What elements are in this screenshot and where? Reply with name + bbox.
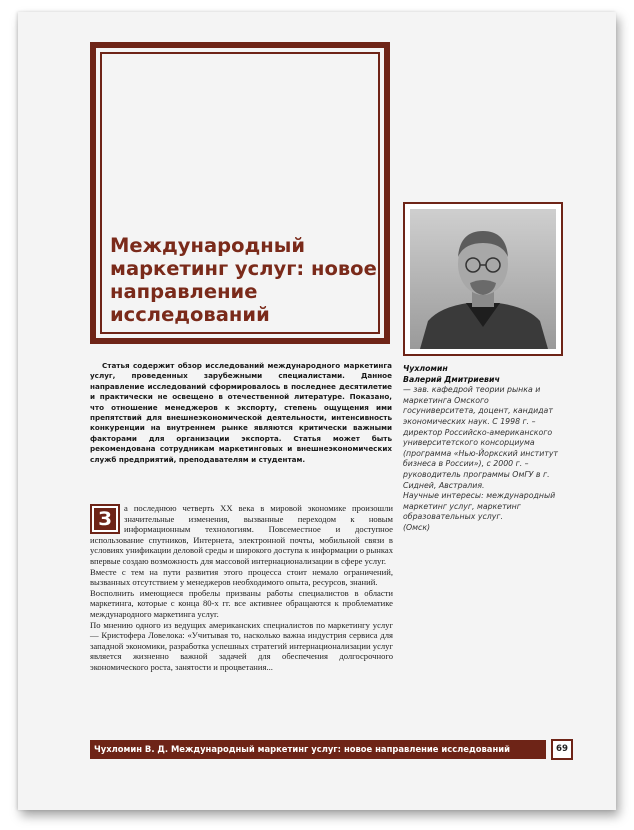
drop-cap-letter: З (94, 508, 116, 530)
article-abstract: Статья содержит обзор исследований международного маркетинга услуг, проведенных зарубежными специалистами. Данное направление исследований сформировалось в последнее десятилетие и практически не освещено в отечественной литературе. Показано, что отношение менеджеров к экспорту, степень ощущения ими препятствий для внешнеэкономической деятельности, интенсивность конкуренции на внутреннем рынке являются критически важными факторами для организации экспорта. Статья может быть рекомендована сотрудникам маркетинговых и внешнеэкономических служб предприятий, преподавателям и студентам. (90, 361, 392, 464)
article-title: Международный маркетинг услуг: новое направление исследований (110, 234, 377, 326)
author-info (403, 364, 558, 534)
body-paragraph: По мнению одного из ведущих американских специалистов по маркетингу услуг — Кристофера Ловелока: «Учитывая то, насколько важна индустрия сервиса для западной экономики, разработка успешных стратегий интернационализации услуг является жизненно важной задачей для обеспечения долгосрочного экономического роста, занятости и процветания... (90, 619, 393, 672)
author-photo (410, 209, 556, 349)
drop-cap (90, 504, 120, 534)
journal-page (18, 12, 616, 810)
author-given-name: Валерий Дмитриевич (403, 374, 500, 384)
body-paragraph: а последнюю четверть XX века в мировой экономике произошли значительные изменения, вызванные переходом к новым информационным технологиям. Повсеместное и доступное использование спутников, Интернета, электронной почты, мобильной связи в условиях унификации деловой среды и широкого доступа к информации о рынках впервые создаю возможность для массовой интернационализации в сфере услуг. (90, 503, 393, 566)
author-photo-frame (403, 202, 563, 356)
running-footer: Чухломин В. Д. Международный маркетинг услуг: новое направление исследований (90, 740, 546, 759)
article-body (90, 503, 393, 673)
page-number: 69 (551, 739, 573, 760)
author-interests: Научные интересы: международный маркетинг услуг, маркетинг образовательных услуг. (403, 491, 556, 522)
title-frame (90, 42, 390, 344)
body-paragraph: Вместе с тем на пути развития этого процесса стоит немало ограничений, вызванных отсутствием у менеджеров необходимого опыта, ресурсов, знаний. (90, 566, 393, 588)
author-bio: — зав. кафедрой теории рынка и маркетинга Омского госуниверситета, доцент, кандидат экономических наук. С 1998 г. – директор Российско-американского университетского консорциума (программа «Нью-Йоркский институт бизнеса в России»), с 2000 г. – руководитель программы ОмГУ в г. Сидней, Австралия. (403, 385, 558, 490)
author-surname: Чухломин (403, 364, 448, 373)
author-portrait-image (410, 209, 556, 349)
body-paragraph: Восполнить имеющиеся пробелы призваны работы специалистов в области маркетинга, которые с конца 80-х гг. все активнее обращаются к проблематике международного маркетинга услуг. (90, 587, 393, 619)
author-city: (Омск) (403, 522, 431, 532)
